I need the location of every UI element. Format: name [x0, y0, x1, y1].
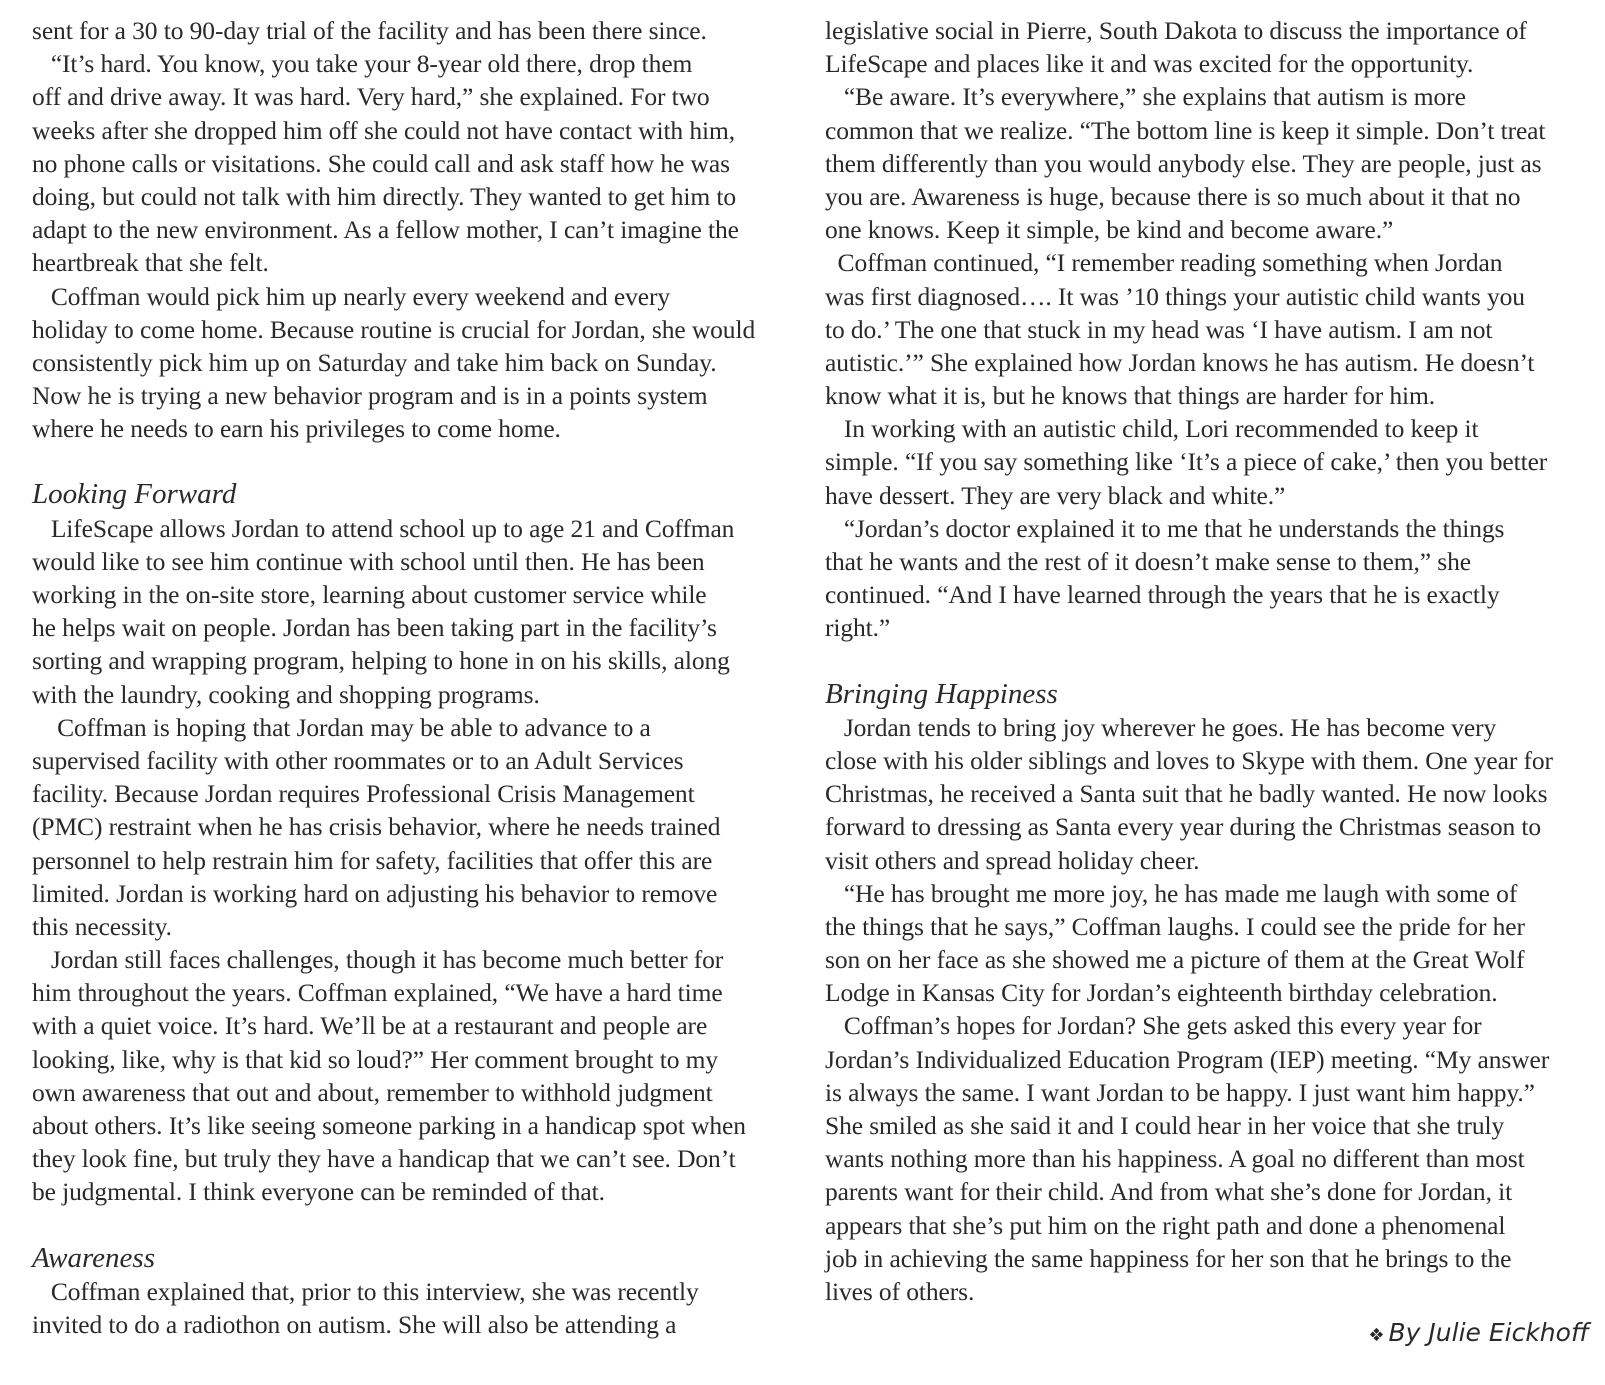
text-line: the things that he says,” Coffman laughs. I could see the pride for her [825, 911, 1525, 941]
text-line: sorting and wrapping program, helping to hone in on his skills, along [32, 646, 730, 676]
text-line: consistently pick him up on Saturday and take him back on Sunday. [32, 347, 717, 377]
text-line: doing, but could not talk with him directly. They wanted to get him to [32, 181, 737, 211]
section-heading-looking-forward: Looking Forward [32, 478, 237, 511]
text-line: you are. Awareness is huge, because there is so much about it that no [825, 181, 1521, 211]
byline-text: By Julie Eickhoff [1388, 1318, 1589, 1347]
text-line: Jordan still faces challenges, though it has become much better for [32, 945, 724, 975]
text-line: LifeScape allows Jordan to attend school up to age 21 and Coffman [32, 513, 735, 543]
text-line: them differently than you would anybody else. They are people, just as [825, 148, 1542, 178]
text-line: parents want for their child. And from what she’s done for Jordan, it [825, 1177, 1513, 1207]
text-line: Jordan tends to bring joy wherever he goes. He has become very [825, 712, 1497, 742]
author-byline [1368, 1318, 1589, 1347]
text-line: legislative social in Pierre, South Dakota to discuss the importance of [825, 16, 1527, 45]
awareness-paragraphs [32, 1275, 782, 1341]
text-line: they look fine, but truly they have a handicap that we can’t see. Don’t [32, 1144, 736, 1174]
text-line: to do.’ The one that stuck in my head was ‘I have autism. I am not [825, 314, 1493, 344]
text-line: about others. It’s like seeing someone parking in a handicap spot when [32, 1111, 746, 1140]
text-line: common that we realize. “The bottom line is keep it simple. Don’t treat [825, 115, 1546, 145]
text-line: She smiled as she said it and I could hear in her voice that she truly [825, 1111, 1505, 1140]
text-line: “He has brought me more joy, he has made me laugh with some of [825, 878, 1518, 908]
text-line: autistic.’” She explained how Jordan knows he has autism. He doesn’t [825, 347, 1535, 377]
text-line: he helps wait on people. Jordan has been taking part in the facility’s [32, 613, 717, 643]
text-line: weeks after she dropped him off she could not have contact with him, [32, 115, 735, 145]
text-line: job in achieving the same happiness for her son that he brings to the [825, 1243, 1512, 1273]
text-line: Coffman is hoping that Jordan may be able to advance to a [32, 712, 651, 742]
looking-forward-paragraphs [32, 512, 782, 1209]
intro-paragraphs [32, 14, 782, 445]
text-line: facility. Because Jordan requires Professional Crisis Management [32, 779, 695, 809]
text-line: adapt to the new environment. As a fellow mother, I can’t imagine the [32, 215, 739, 245]
text-line: Coffman would pick him up nearly every weekend and every [32, 281, 671, 311]
text-line: was first diagnosed…. It was ’10 things your autistic child wants you [825, 281, 1525, 311]
text-line: Now he is trying a new behavior program and is in a points system [32, 381, 708, 411]
text-line: wants nothing more than his happiness. A goal no different than most [825, 1144, 1525, 1174]
text-line: off and drive away. It was hard. Very hard,” she explained. For two [32, 82, 710, 112]
text-line: right.” [825, 613, 891, 643]
section-heading-awareness: Awareness [32, 1241, 155, 1274]
left-column [32, 14, 782, 1341]
text-line: close with his older siblings and loves to Skype with them. One year for [825, 745, 1553, 775]
text-line: sent for a 30 to 90-day trial of the facility and has been there since. [32, 16, 707, 45]
text-line: know what it is, but he knows that things are harder for him. [825, 381, 1436, 411]
text-line: heartbreak that she felt. [32, 248, 269, 278]
text-line: Coffman’s hopes for Jordan? She gets asked this every year for [825, 1011, 1482, 1041]
bringing-happiness-paragraphs [825, 711, 1593, 1308]
text-line: that he wants and the rest of it doesn’t make sense to them,” she [825, 547, 1471, 576]
text-line: simple. “If you say something like ‘It’s a piece of cake,’ then you better [825, 447, 1548, 477]
text-line: own awareness that out and about, remember to withhold judgment [32, 1077, 713, 1107]
text-line: would like to see him continue with school until then. He has been [32, 546, 705, 576]
text-line: “It’s hard. You know, you take your 8-year old there, drop them [32, 49, 693, 79]
right-column [825, 14, 1593, 1308]
text-line: Christmas, he received a Santa suit that he badly wanted. He now looks [825, 779, 1548, 809]
text-line: holiday to come home. Because routine is crucial for Jordan, she would [32, 314, 756, 344]
text-line: lives of others. [825, 1276, 975, 1306]
text-line: (PMC) restraint when he has crisis behavior, where he needs trained [32, 812, 721, 842]
text-line: one knows. Keep it simple, be kind and become aware.” [825, 215, 1394, 245]
text-line: Lodge in Kansas City for Jordan’s eighteenth birthday celebration. [825, 978, 1498, 1008]
text-line: invited to do a radiothon on autism. She will also be attending a [32, 1309, 677, 1339]
text-line: have dessert. They are very black and white.” [825, 480, 1286, 510]
text-line: be judgmental. I think everyone can be reminded of that. [32, 1177, 605, 1207]
text-line: with a quiet voice. It’s hard. We’ll be at a restaurant and people are [32, 1011, 708, 1041]
text-line: “Jordan’s doctor explained it to me that he understands the things [825, 513, 1505, 543]
section-heading-bringing-happiness: Bringing Happiness [825, 677, 1058, 710]
text-line: no phone calls or visitations. She could call and ask staff how he was [32, 148, 730, 178]
text-line: “Be aware. It’s everywhere,” she explains that autism is more [825, 82, 1466, 112]
text-line: him throughout the years. Coffman explained, “We have a hard time [32, 978, 723, 1008]
text-line: Jordan’s Individualized Education Program (IEP) meeting. “My answer [825, 1044, 1550, 1074]
text-line: personnel to help restrain him for safety, facilities that offer this are [32, 845, 713, 875]
text-line: visit others and spread holiday cheer. [825, 845, 1200, 875]
text-line: forward to dressing as Santa every year during the Christmas season to [825, 812, 1542, 842]
text-line: is always the same. I want Jordan to be happy. I just want him happy.” [825, 1077, 1535, 1107]
text-line: limited. Jordan is working hard on adjusting his behavior to remove [32, 878, 718, 908]
text-line: working in the on-site store, learning about customer service while [32, 580, 707, 609]
text-line: In working with an autistic child, Lori recommended to keep it [825, 414, 1479, 444]
text-line: supervised facility with other roommates or to an Adult Services [32, 745, 684, 775]
awareness-continued-paragraphs [825, 14, 1593, 645]
text-line: looking, like, why is that kid so loud?” Her comment brought to my [32, 1044, 719, 1074]
text-line: continued. “And I have learned through the years that he is exactly [825, 580, 1500, 610]
text-line: with the laundry, cooking and shopping programs. [32, 679, 540, 709]
text-line: appears that she’s put him on the right path and done a phenomenal [825, 1210, 1506, 1240]
text-line: Coffman continued, “I remember reading something when Jordan [825, 248, 1503, 278]
diamond-ornament-icon: ❖ [1368, 1325, 1385, 1346]
text-line: where he needs to earn his privileges to come home. [32, 414, 561, 444]
text-line: son on her face as she showed me a picture of them at the Great Wolf [825, 945, 1525, 975]
text-line: LifeScape and places like it and was excited for the opportunity. [825, 49, 1474, 79]
text-line: Coffman explained that, prior to this interview, she was recently [32, 1276, 699, 1306]
text-line: this necessity. [32, 911, 172, 941]
